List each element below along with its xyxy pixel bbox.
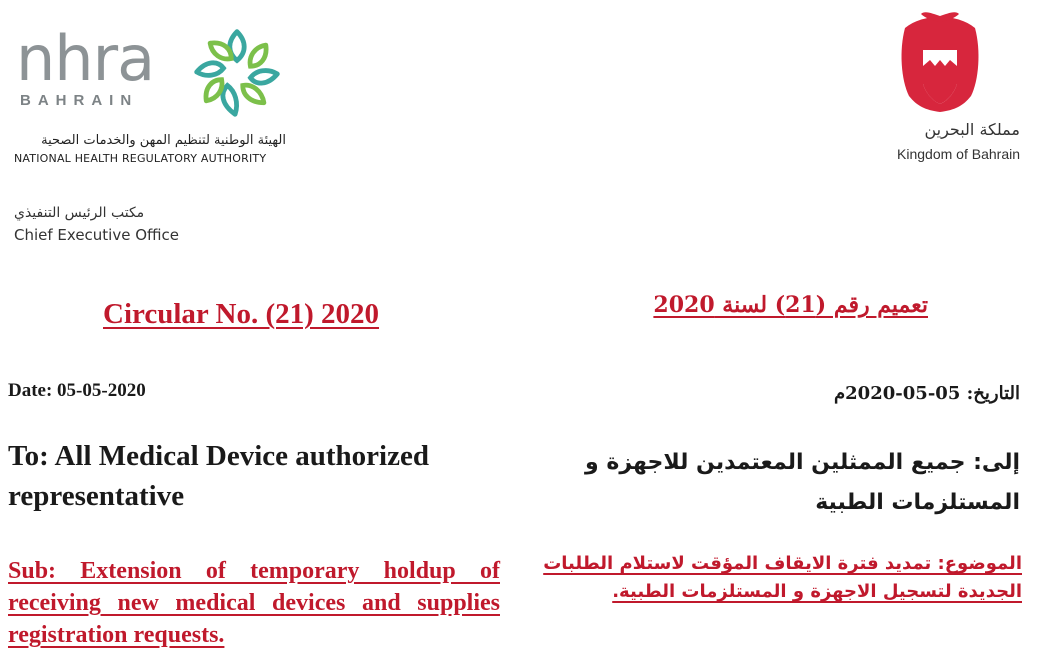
office-name-arabic: مكتب الرئيس التنفيذي [14, 205, 145, 221]
circular-title-arabic: تعميم رقم (21) لسنة 2020 [653, 292, 928, 318]
nhra-logo-country: BAHRAIN [20, 92, 139, 109]
nhra-flower-logo-icon [188, 24, 286, 120]
circular-title-english: Circular No. (21) 2020 [103, 298, 380, 330]
kingdom-name-english: Kingdom of Bahrain [897, 146, 1020, 162]
recipient-english: To: All Medical Device authorized representative [8, 440, 429, 512]
kingdom-name-arabic: مملكة البحرين [924, 120, 1020, 139]
nhra-logo-wordmark: nhra [16, 22, 155, 95]
office-name-english: Chief Executive Office [14, 226, 180, 244]
subject-english: Sub: Extension of temporary holdup of receiving new medical devices and supplies registration requests. [8, 558, 500, 648]
bahrain-emblem-icon [895, 10, 985, 114]
nhra-name-arabic: الهيئة الوطنية لتنظيم المهن والخدمات الصحية [41, 133, 286, 148]
recipient-arabic: إلى: جميع الممثلين المعتمدين للاجهزة و المستلزمات الطبية [585, 450, 1020, 515]
date-english: Date: 05-05-2020 [8, 380, 146, 401]
date-arabic: التاريخ: 05-05-2020م [834, 383, 1020, 404]
nhra-name-english: NATIONAL HEALTH REGULATORY AUTHORITY [14, 152, 267, 165]
subject-arabic: الموضوع: تمديد فترة الايقاف المؤقت لاستلام الطلبات الجديدة لتسجيل الاجهزة و المستلزمات الطبية. [543, 553, 1022, 602]
